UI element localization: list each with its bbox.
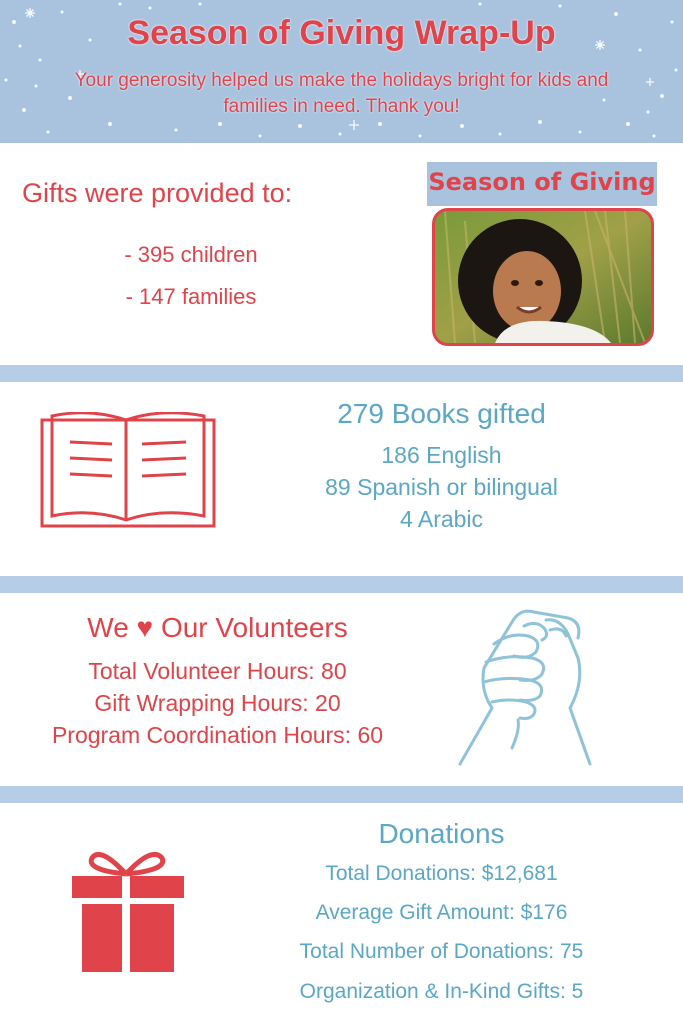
volunteer-total-hours: Total Volunteer Hours: 80: [88, 658, 347, 684]
photo-banner: [427, 162, 657, 206]
child-photo: [432, 208, 654, 346]
photo-banner-label: Season of Giving: [428, 168, 656, 196]
clasped-hands-icon: [450, 598, 600, 768]
open-book-icon: [40, 412, 216, 530]
gift-box-icon: [70, 846, 186, 974]
total-number-of-donations: Total Number of Donations: 75: [299, 940, 584, 963]
gifts-title: Gifts were provided to:: [22, 178, 293, 208]
gifts-children: - 395 children: [124, 242, 258, 267]
total-donations: Total Donations: $12,681: [325, 862, 558, 885]
books-spanish: 89 Spanish or bilingual: [325, 474, 558, 500]
section-divider: [0, 365, 683, 382]
heart-icon: ♥: [136, 612, 154, 643]
page-subtitle: Your generosity helped us make the holidays bright for kids and families in need. Thank you!: [74, 70, 609, 117]
average-gift-amount: Average Gift Amount: $176: [315, 901, 568, 924]
books-arabic: 4 Arabic: [399, 506, 484, 532]
page-title: Season of Giving Wrap-Up: [127, 14, 556, 52]
organization-in-kind-gifts: Organization & In-Kind Gifts: 5: [299, 980, 584, 1003]
volunteers-title: [0, 612, 435, 644]
volunteers-title-prefix: We: [87, 612, 129, 643]
volunteers-title-suffix: Our Volunteers: [160, 612, 348, 643]
books-title: 279 Books gifted: [337, 398, 546, 429]
section-divider: [0, 576, 683, 593]
program-coordination-hours: Program Coordination Hours: 60: [51, 722, 384, 748]
section-divider: [0, 786, 683, 803]
child-photo-illustration: [435, 211, 651, 343]
gifts-families: - 147 families: [125, 284, 257, 309]
books-english: 186 English: [381, 442, 502, 468]
header-banner: [0, 0, 683, 143]
donations-title: Donations: [378, 818, 505, 849]
gift-wrapping-hours: Gift Wrapping Hours: 20: [94, 690, 341, 716]
